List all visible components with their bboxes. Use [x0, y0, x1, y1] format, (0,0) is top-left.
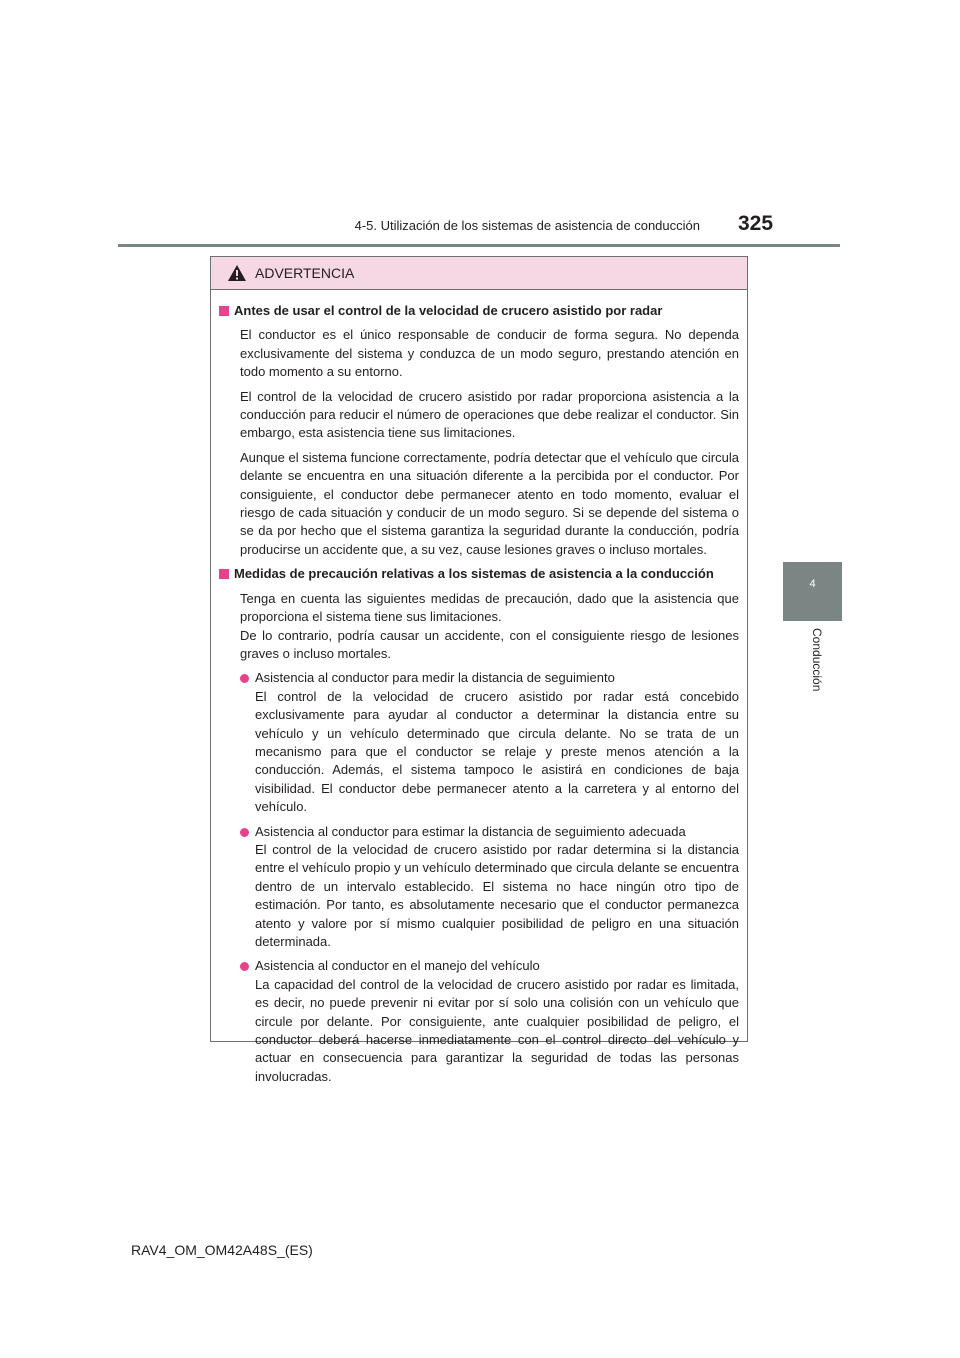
paragraph: El conductor es el único responsable de conducir de forma segura. No dependa exclusivamente del sistema y conduzca de un modo seguro, prestando atención en todo momento a su entorno.	[240, 327, 739, 380]
bullet-title: Asistencia al conductor en el manejo del vehículo	[255, 958, 540, 974]
section-title: 4-5. Utilización de los sistemas de asistencia de conducción	[354, 218, 700, 233]
paragraph: De lo contrario, podría causar un accidente, con el consiguiente riesgo de lesiones graves o incluso mortales.	[240, 627, 739, 661]
chapter-label: Conducción	[810, 628, 824, 692]
section-heading: Antes de usar el control de la velocidad de crucero asistido por radar	[219, 302, 739, 320]
bullet-title: Asistencia al conductor para estimar la distancia de seguimiento adecuada	[255, 823, 686, 839]
circle-bullet-icon	[240, 962, 249, 971]
chapter-tab	[783, 562, 842, 621]
page-number: 325	[738, 212, 774, 235]
warning-triangle-icon	[227, 264, 247, 282]
square-bullet-icon	[219, 306, 229, 316]
bullet-title: Asistencia al conductor para medir la distancia de seguimiento	[255, 670, 615, 686]
square-bullet-icon	[219, 569, 229, 579]
list-item	[240, 823, 739, 952]
bullet-text: El control de la velocidad de crucero asistido por radar determina si la distancia entre el vehículo propio y un vehículo determinado que circula delante se encuentra dentro de un intervalo establecido. El sistema no hace ningún otro tipo de estimación. Por tanto, es absolutamente necesario que el conductor permanezca atento y valore por sí mismo cualquier posibilidad de peligro en una situación determinada.	[255, 841, 739, 949]
document-code: RAV4_OM_OM42A48S_(ES)	[131, 1242, 313, 1258]
warning-box	[210, 256, 748, 1084]
section-heading: Medidas de precaución relativas a los sistemas de asistencia a la conducción	[219, 565, 739, 583]
paragraph: Aunque el sistema funcione correctamente, podría detectar que el vehículo que circula delante se encuentra en una situación diferente a la percibida por el conductor. Por consiguiente, el conductor debe permanecer atento en todo momento, evaluar el riesgo de cada situación y conducir de un modo seguro. Si se depende del sistema o se da por hecho que el sistema garantiza la seguridad durante la conducción, podría producirse un accidente que, a su vez, cause lesiones graves o incluso mortales.	[240, 449, 739, 557]
list-item	[240, 957, 739, 1086]
warning-title: ADVERTENCIA	[255, 265, 355, 281]
header-divider	[118, 244, 840, 247]
chapter-number: 4	[809, 578, 816, 590]
warning-body	[211, 290, 747, 1086]
page-header	[0, 0, 960, 250]
paragraph: Tenga en cuenta las siguientes medidas de precaución, dado que la asistencia que proporciona el sistema tiene sus limitaciones.	[240, 590, 739, 625]
warning-header	[211, 257, 747, 290]
paragraph: El control de la velocidad de crucero asistido por radar proporciona asistencia a la conducción para reducir el número de operaciones que debe realizar el conductor. Sin embargo, esta asistencia tiene sus limitaciones.	[240, 388, 739, 441]
circle-bullet-icon	[240, 828, 249, 837]
bullet-text: La capacidad del control de la velocidad de crucero asistido por radar es limitada, es decir, no puede prevenir ni evitar por sí solo una colisión con un vehículo que circule por delante. Por consiguiente, ante cualquier posibilidad de peligro, el conductor deberá hacerse inmediatamente con el control directo del vehículo y actuar en consecuencia para garantizar la seguridad de todas las personas involucradas.	[255, 976, 739, 1084]
bullet-text: El control de la velocidad de crucero asistido por radar está concebido exclusivamente para ayudar al conductor a determinar la distancia entre su vehículo y un vehículo determinado que circula delante. No se trata de un mecanismo para que el conductor se relaje y preste menos atención a la conducción. Además, el sistema tampoco le asistirá en condiciones de baja visibilidad. El conductor debe permanecer atento a la carretera y al entorno del vehículo.	[255, 688, 739, 815]
list-item	[240, 669, 739, 816]
circle-bullet-icon	[240, 674, 249, 683]
